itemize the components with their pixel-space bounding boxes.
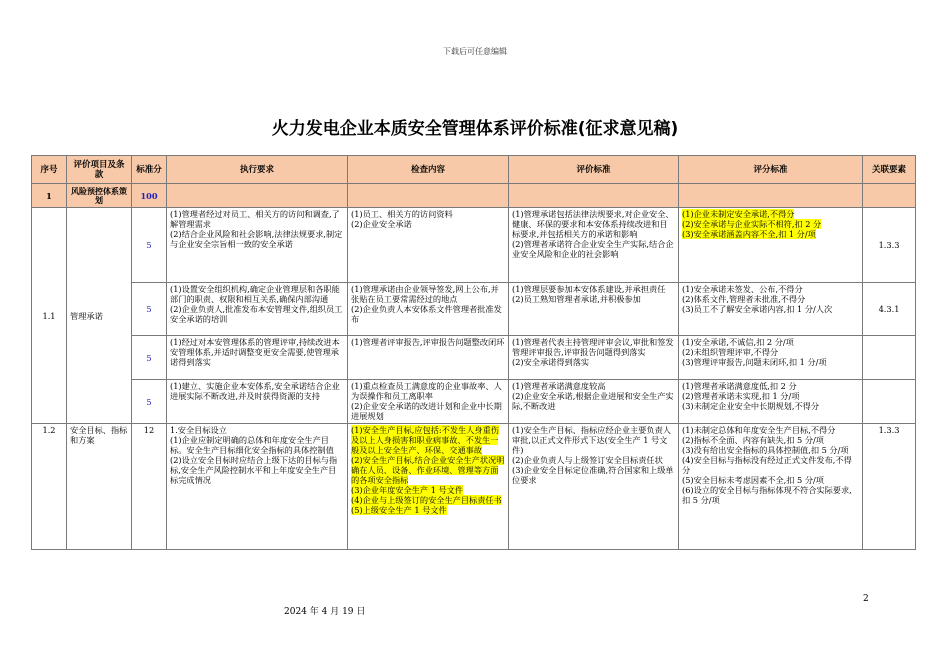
evaluation-line: (2)安全承诺得到落实 bbox=[512, 357, 590, 367]
element-cell bbox=[863, 380, 916, 424]
table-row bbox=[32, 283, 916, 336]
row-score: 5 bbox=[132, 208, 167, 283]
evaluation-line: (2)企业负责人与上级签订安全目标责任状 bbox=[512, 455, 663, 465]
requirement-cell bbox=[167, 283, 348, 336]
requirement-line: (2)结合企业风险和社会影响,法律法规要求,制定与企业安全宗旨相一致的安全承诺 bbox=[170, 229, 343, 249]
check-line: (1)员工、相关方的访问资料 bbox=[351, 209, 453, 219]
evaluation-line: (1)管理者代表主持管理评审会议,审批和签发管理评审报告,评审报告问题得到落实 bbox=[512, 337, 674, 357]
grading-line: (3)没有给出安全指标的具体控制值,扣 5 分/项 bbox=[682, 445, 849, 455]
check-cell bbox=[348, 424, 509, 550]
col-header-evaluation: 评价标准 bbox=[509, 156, 679, 184]
check-cell bbox=[348, 283, 509, 336]
element-cell bbox=[863, 336, 916, 380]
row-score: 5 bbox=[132, 380, 167, 424]
grading-line: (6)设立的安全目标与指标体现不符合实际要求,扣 5 分/项 bbox=[682, 485, 852, 505]
check-line: (2)企业安全承诺的改进计划和企业中长期进展规划 bbox=[351, 401, 502, 421]
requirement-line: 1.安全目标设立 bbox=[170, 425, 227, 435]
section-seq: 1 bbox=[32, 184, 67, 208]
grading-cell bbox=[679, 424, 863, 550]
grading-line-highlighted: (3)安全承诺涵盖内容不全,扣 1 分/项 bbox=[682, 229, 816, 239]
grading-line: (1)管理者承诺满意度低,扣 2 分 bbox=[682, 381, 797, 391]
evaluation-line: (2)员工熟知管理者承诺,并积极参加 bbox=[512, 294, 641, 304]
evaluation-line: (2)管理者承诺符合企业安全生产实际,结合企业安全风险和企业的社会影响 bbox=[512, 239, 674, 259]
evaluation-line: (1)管理者承诺满意度较高 bbox=[512, 381, 606, 391]
col-header-score: 标准分 bbox=[132, 156, 167, 184]
check-line-highlighted: (1)安全生产目标,应包括:不发生人身重伤及以上人身损害和职业病事故、不发生一般及以上安全生产、环保、交通事故 bbox=[351, 425, 499, 455]
grading-cell bbox=[679, 208, 863, 283]
check-line-highlighted: (5)上级安全生产 1 号文件 bbox=[351, 505, 447, 515]
requirement-line: (2)设立安全目标时应结合上级下达的目标与指标,安全生产风险控制水平和上年度安全生产目标完成情况 bbox=[170, 455, 338, 485]
grading-line: (3)未制定企业安全中长期规划,不得分 bbox=[682, 401, 820, 411]
group-name: 安全目标、指标和方案 bbox=[67, 424, 132, 550]
table-row bbox=[32, 424, 916, 550]
grading-line: (2)未组织管理评审,不得分 bbox=[682, 347, 779, 357]
col-header-seq: 序号 bbox=[32, 156, 67, 184]
grading-line-highlighted: (1)企业未制定安全承诺,不得分 bbox=[682, 209, 795, 219]
element-cell: 1.3.3 bbox=[863, 424, 916, 550]
group-seq: 1.1 bbox=[32, 208, 67, 424]
check-line-highlighted: (4)企业与上级签订的安全生产目标责任书 bbox=[351, 495, 502, 505]
check-cell bbox=[348, 336, 509, 380]
evaluation-cell bbox=[509, 283, 679, 336]
table-header-row bbox=[32, 156, 916, 184]
requirement-line: (1)设置安全组织机构,确定企业管理层和各职能部门的职责、权限和相互关系,确保内部沟通 bbox=[170, 284, 340, 304]
requirement-line: (2)企业负责人,批准发布本安管理文件,组织员工安全承诺的培训 bbox=[170, 304, 343, 324]
col-header-item: 评价项目及条款 bbox=[67, 156, 132, 184]
table-row bbox=[32, 380, 916, 424]
table-row bbox=[32, 208, 916, 283]
requirement-cell bbox=[167, 208, 348, 283]
evaluation-line: (2)企业安全承诺,根据企业进展和安全生产实际,不断改进 bbox=[512, 391, 674, 411]
section-name: 风险预控体系策划 bbox=[67, 184, 132, 208]
evaluation-line: (3)企业安全目标定位准确,符合国家和上级单位要求 bbox=[512, 465, 674, 485]
requirement-line: (1)企业应制定明确的总体和年度安全生产目标。安全生产目标细化安全指标的具体控制值 bbox=[170, 435, 334, 455]
evaluation-line: (1)管理承诺包括法律法规要求,对企业安全、健康、环保的要求和本安体系持续改进和目标要求,并包括相关方的承诺和影响 bbox=[512, 209, 674, 239]
evaluation-table bbox=[31, 155, 916, 550]
grading-line: (1)安全承诺未签发、公布,不得分 bbox=[682, 284, 803, 294]
document-title: 火力发电企业本质安全管理体系评价标准(征求意见稿) bbox=[271, 119, 679, 139]
empty-cell bbox=[167, 184, 348, 208]
col-header-requirement: 执行要求 bbox=[167, 156, 348, 184]
grading-line: (5)安全目标未考虑因素不全,扣 5 分/项 bbox=[682, 475, 824, 485]
grading-line: (1)安全承诺,不诚信,扣 2 分/项 bbox=[682, 337, 794, 347]
group-name: 管理承诺 bbox=[67, 208, 132, 424]
grading-line: (2)体系文件,管理者未批准,不得分 bbox=[682, 294, 806, 304]
element-cell: 4.3.1 bbox=[863, 283, 916, 336]
grading-cell bbox=[679, 283, 863, 336]
evaluation-line: (1)管理层要参加本安体系建设,并承担责任 bbox=[512, 284, 666, 294]
check-line-highlighted: (2)安全生产目标,结合企业安全生产状况明确在人员、设备、作业环境、管理等方面的各项安全指标 bbox=[351, 455, 505, 485]
evaluation-cell bbox=[509, 380, 679, 424]
section-score: 100 bbox=[132, 184, 167, 208]
grading-cell bbox=[679, 336, 863, 380]
table-row bbox=[32, 336, 916, 380]
empty-cell bbox=[679, 184, 863, 208]
check-cell bbox=[348, 208, 509, 283]
check-line: (1)重点检查员工满意度的企业事故率、人为误操作和员工离职率 bbox=[351, 381, 502, 401]
grading-line: (1)未制定总体和年度安全生产目标,不得分 bbox=[682, 425, 836, 435]
check-line: (2)企业负责人本安体系文件管理者批准发布 bbox=[351, 304, 502, 324]
element-cell: 1.3.3 bbox=[863, 208, 916, 283]
evaluation-cell bbox=[509, 336, 679, 380]
requirement-line: (1)管理者经过对员工、相关方的访问和调查,了解管理需求 bbox=[170, 209, 340, 229]
col-header-elements: 关联要素 bbox=[863, 156, 916, 184]
page-number: 2 bbox=[863, 594, 869, 604]
row-score: 12 bbox=[132, 424, 167, 550]
check-line-highlighted: (3)企业年度安全生产 1 号文件 bbox=[351, 485, 464, 495]
evaluation-cell bbox=[509, 208, 679, 283]
grading-line: (2)指标不全面、内容有缺失,扣 5 分/项 bbox=[682, 435, 824, 445]
empty-cell bbox=[863, 184, 916, 208]
grading-cell bbox=[679, 380, 863, 424]
row-score: 5 bbox=[132, 283, 167, 336]
grading-line: (3)管理评审报告,问题未闭环,扣 1 分/项 bbox=[682, 357, 827, 367]
requirement-cell bbox=[167, 424, 348, 550]
grading-line: (3)员工不了解安全承诺内容,扣 1 分/人次 bbox=[682, 304, 833, 314]
evaluation-cell bbox=[509, 424, 679, 550]
row-score: 5 bbox=[132, 336, 167, 380]
empty-cell bbox=[509, 184, 679, 208]
evaluation-line: (1)安全生产目标、指标应经企业主要负责人审批,以正式文件形式下达(安全生产 1 号文件) bbox=[512, 425, 671, 455]
requirement-cell bbox=[167, 380, 348, 424]
check-line: (2)企业安全承诺 bbox=[351, 219, 412, 229]
group-seq: 1.2 bbox=[32, 424, 67, 550]
col-header-grading: 评分标准 bbox=[679, 156, 863, 184]
footer-date: 2024 年 4 月 19 日 bbox=[284, 607, 366, 617]
empty-cell bbox=[348, 184, 509, 208]
requirement-cell bbox=[167, 336, 348, 380]
check-line: (1)管理承诺由企业领导签发,网上公布,并张贴在员工要常需经过的地点 bbox=[351, 284, 499, 304]
grading-line-highlighted: (2)安全承诺与企业实际不相符,扣 2 分 bbox=[682, 219, 822, 229]
section-row bbox=[32, 184, 916, 208]
col-header-check: 检查内容 bbox=[348, 156, 509, 184]
header-note: 下载后可任意编辑 bbox=[443, 47, 507, 56]
check-line: (1)管理者评审报告,评审报告问题整改闭环 bbox=[351, 337, 505, 347]
requirement-line: (1)经过对本安管理体系的管理评审,持续改进本安管理体系,并适时调整变更安全需要,使管理承诺得到落实 bbox=[170, 337, 340, 367]
grading-line: (2)管理者承诺未实现,扣 1 分/项 bbox=[682, 391, 800, 401]
requirement-line: (1)建立、实施企业本安体系,安全承诺结合企业进展实际不断改进,并及时获得资源的支持 bbox=[170, 381, 340, 401]
grading-line: (4)安全目标与指标没有经过正式文件发布,不得分 bbox=[682, 455, 852, 475]
check-cell bbox=[348, 380, 509, 424]
